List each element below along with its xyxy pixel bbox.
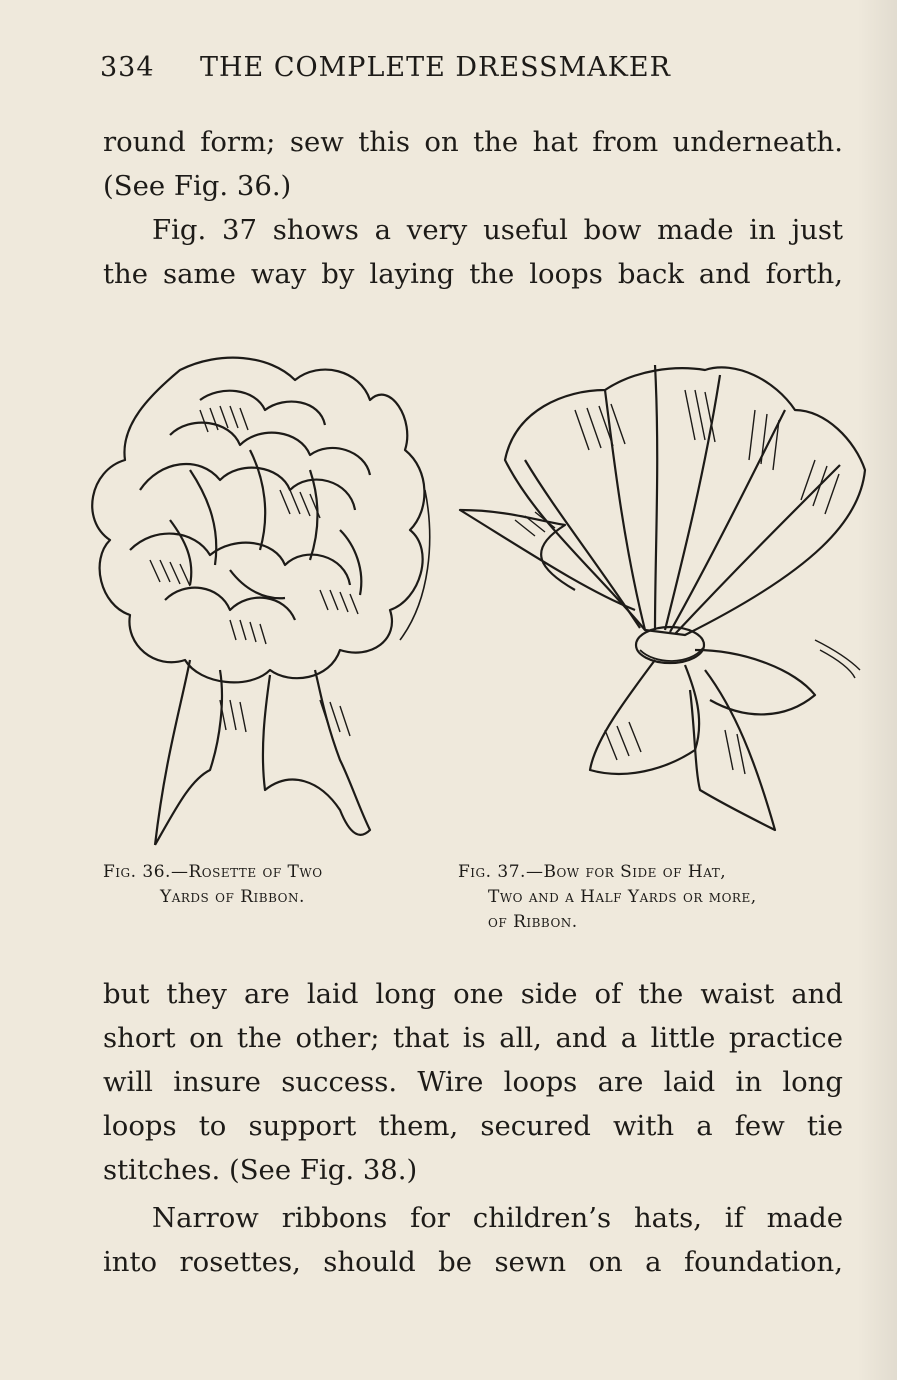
text-line: into rosettes, should be sewn on a foundation, <box>103 1246 843 1278</box>
page-number: 334 <box>100 52 155 83</box>
text-line: loops to support them, secured with a few tie <box>103 1110 843 1142</box>
text-line: stitches. (See Fig. 38.) <box>103 1154 418 1186</box>
text-line: the same way by laying the loops back and forth, <box>103 258 843 290</box>
figure-37-caption-line1: Fig. 37.—Bow for Side of Hat, <box>458 862 727 882</box>
text-line: Narrow ribbons for children’s hats, if made <box>152 1202 843 1234</box>
text-line: Fig. 37 shows a very useful bow made in just <box>152 214 843 246</box>
book-title: THE COMPLETE DRESSMAKER <box>200 52 671 83</box>
figure-36-caption-line2: Yards of Ribbon. <box>160 887 305 907</box>
figure-37-caption-line3: of Ribbon. <box>488 912 578 932</box>
bow-illustration <box>455 350 875 850</box>
figure-37-caption-line2: Two and a Half Yards or more, <box>488 887 757 907</box>
running-head <box>100 52 840 92</box>
rosette-illustration <box>70 340 445 850</box>
text-line: but they are laid long one side of the waist and <box>103 978 843 1010</box>
text-line: short on the other; that is all, and a little practice <box>103 1022 843 1054</box>
text-line: round form; sew this on the hat from underneath. <box>103 126 843 158</box>
figure-36-caption-line1: Fig. 36.—Rosette of Two <box>103 862 323 882</box>
text-line: will insure success. Wire loops are laid in long <box>103 1066 843 1098</box>
text-line: (See Fig. 36.) <box>103 170 292 202</box>
